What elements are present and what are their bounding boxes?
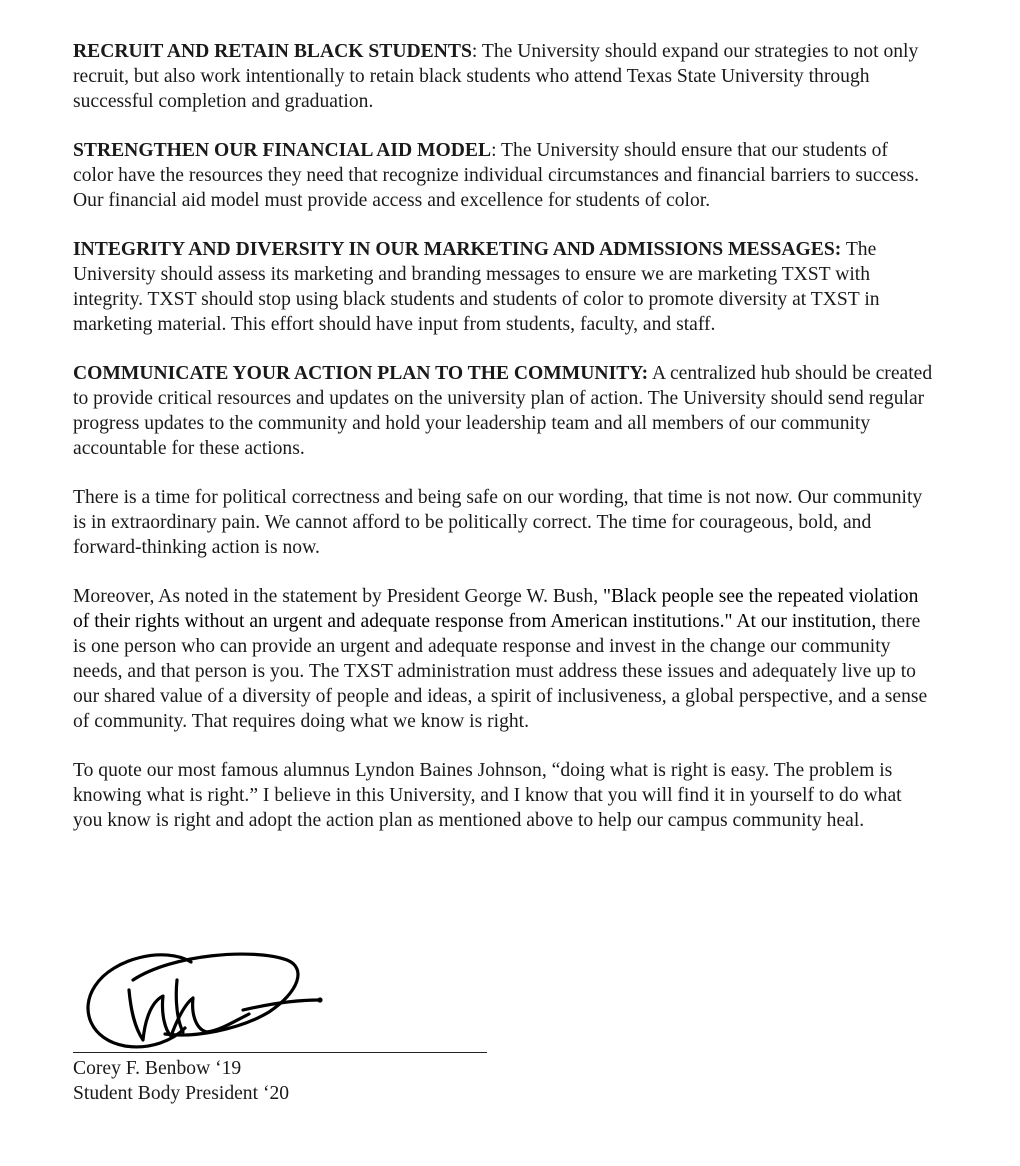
letter-body	[73, 39, 933, 857]
text-action-plan: A centralized hub should be created to provide critical resources and updates on the university plan of action. The University should send regular progress updates to the community and hold your leadership team and all members of our community accountable for these actions.	[73, 363, 933, 459]
signer-name: Corey F. Benbow ‘19	[73, 1058, 242, 1079]
text-bush-quote: "Black people see the repeated violation of their rights without an urgent and adequate response from American institutions." At our institution,	[73, 586, 919, 632]
paragraph-bush-quote	[73, 584, 933, 734]
text-bush-rest: there is one person who can provide an urgent and adequate response and invest in the change our community needs, and that person is you. The TXST administration must address these issues and adequately live up to our shared value of a diversity of people and ideas, a spirit of inclusiveness, a global perspective, and a sense of community. That requires doing what we know is right.	[73, 611, 928, 732]
paragraph-financial-aid	[73, 138, 933, 213]
paragraph-action-plan	[73, 361, 933, 461]
heading-financial-aid: STRENGTHEN OUR FINANCIAL AID MODEL	[73, 140, 492, 161]
text-bush-intro: Moreover, As noted in the statement by President George W. Bush,	[73, 586, 603, 607]
paragraph-recruit-retain	[73, 39, 933, 114]
heading-action-plan: COMMUNICATE YOUR ACTION PLAN TO THE COMMUNITY:	[73, 363, 649, 384]
signer-title: Student Body President ‘20	[73, 1083, 290, 1104]
text-financial-aid: : The University should ensure that our students of color have the resources they need that recognize individual circumstances and financial barriers to success. Our financial aid model must provide access and excellence for students of color.	[73, 140, 919, 211]
paragraph-lbj-quote: To quote our most famous alumnus Lyndon Baines Johnson, “doing what is right is easy. The problem is knowing what is right.” I believe in this University, and I know that you will find it in yourself to do what you know is right and adopt the action plan as mentioned above to help our campus community heal.	[73, 760, 902, 831]
signature-line	[73, 1052, 487, 1053]
text-marketing: The University should assess its marketing and branding messages to ensure we are marketing TXST with integrity. TXST should stop using black students and students of color to promote diversity at TXST in marketing material. This effort should have input from students, faculty, and staff.	[73, 239, 880, 335]
paragraph-marketing	[73, 237, 933, 337]
handwritten-signature	[73, 940, 493, 1052]
paragraph-political-correctness: There is a time for political correctness and being safe on our wording, that time is not now. Our community is in extraordinary pain. We cannot afford to be politically correct. The time for courageous, bold, and forward-thinking action is now.	[73, 487, 923, 558]
text-recruit-retain: : The University should expand our strategies to not only recruit, but also work intentionally to retain black students who attend Texas State University through successful completion and graduation.	[73, 41, 919, 112]
heading-marketing: INTEGRITY AND DIVERSITY IN OUR MARKETING AND ADMISSIONS MESSAGES:	[73, 239, 842, 260]
heading-recruit-retain: RECRUIT AND RETAIN BLACK STUDENTS	[73, 41, 472, 62]
